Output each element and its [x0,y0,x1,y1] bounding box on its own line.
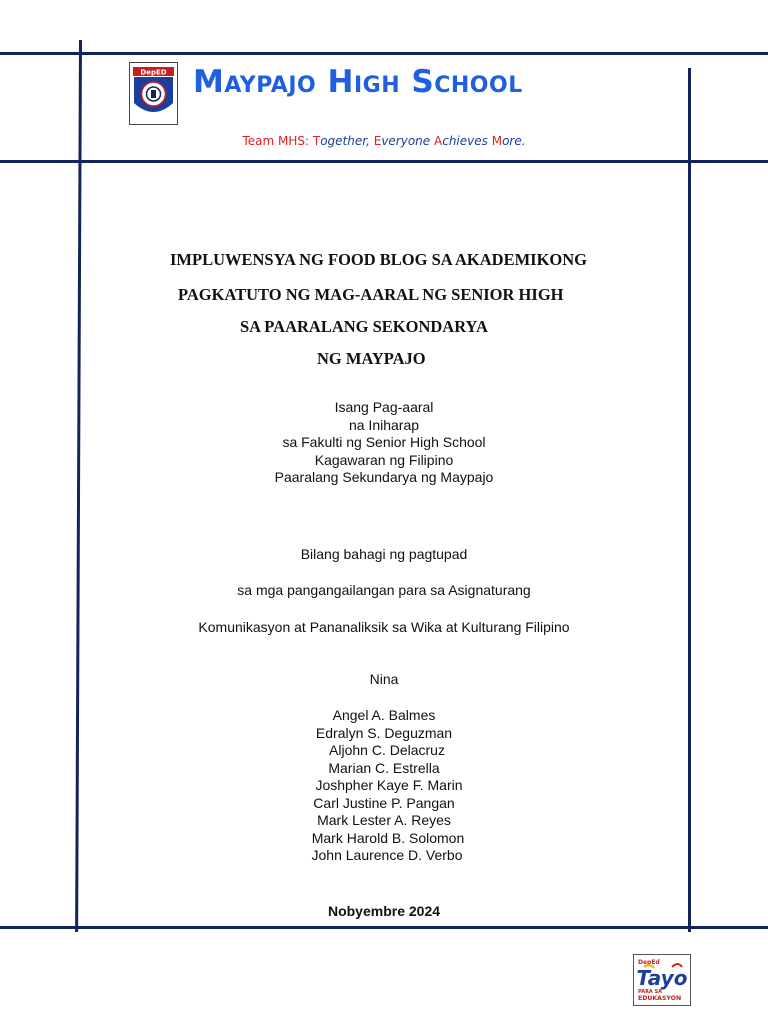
author-name: Mark Harold B. Solomon [311,829,465,846]
presentation-line: na Iniharap [348,416,420,433]
author-name: Marian C. Estrella [328,759,440,776]
authors-label: Nina [369,671,399,687]
motto-word: ore. [502,134,526,148]
submission-date: Nobyembre 2024 [327,903,441,919]
authors-list [0,707,768,865]
motto-word: chieves [442,134,488,148]
title-line: NG MAYPAJO [317,349,426,368]
presentation-block [0,399,768,487]
title-line: IMPLUWENSYA NG FOOD BLOG SA AKADEMIKONG [170,250,587,269]
author-name: Angel A. Balmes [332,707,436,723]
motto-letter: E [373,134,382,148]
badge-edukasyon-text: EDUKASYON [638,995,682,1002]
badge-tayo-text: Tayo [636,966,688,990]
author-name: Carl Justine P. Pangan [313,794,455,811]
research-title [0,250,768,370]
motto-letter: A [434,134,443,148]
author-name: Joshpher Kaye F. Marin [315,777,463,793]
deped-seal-logo [129,62,178,125]
badge-deped-text: DepEd [638,959,660,966]
school-name: Maypajo High School [193,64,523,100]
deped-logo-text: DepED [140,68,167,77]
fulfillment-line-2: sa mga pangangailangan para sa Asignaturang [237,582,531,598]
tayo-para-sa-edukasyon-logo [633,954,691,1006]
author-name: Mark Lester A. Reyes [317,812,451,828]
title-line: PAGKATUTO NG MAG-AARAL NG SENIOR HIGH [178,285,564,304]
motto-lead: Team MHS: [242,134,310,148]
author-name: John Laurence D. Verbo [311,847,463,863]
frame-bottom-line [0,926,768,929]
frame-top-line [0,52,768,55]
author-name: Aljohn C. Delacruz [329,742,445,758]
fulfillment-line-3: Komunikasyon at Pananaliksik sa Wika at Kulturang Filipino [198,619,570,635]
frame-header-divider [0,160,768,163]
fulfillment-line-1: Bilang bahagi ng pagtupad [300,546,468,562]
motto-letter: M [491,134,503,148]
badge-para-sa-text: PARA SA [638,989,663,995]
school-motto [0,134,768,148]
presentation-line: Isang Pag-aaral [334,399,434,415]
presentation-line: Paaralang Sekundarya ng Maypajo [274,469,494,485]
presentation-line: Kagawaran ng Filipino [314,451,454,468]
motto-letter: T [312,134,321,148]
motto-word: veryone [381,134,431,148]
title-line: SA PAARALANG SEKONDARYA [240,317,488,336]
presentation-line: sa Fakulti ng Senior High School [282,434,486,450]
author-name: Edralyn S. Deguzman [315,724,453,741]
motto-word: ogether, [320,134,370,148]
